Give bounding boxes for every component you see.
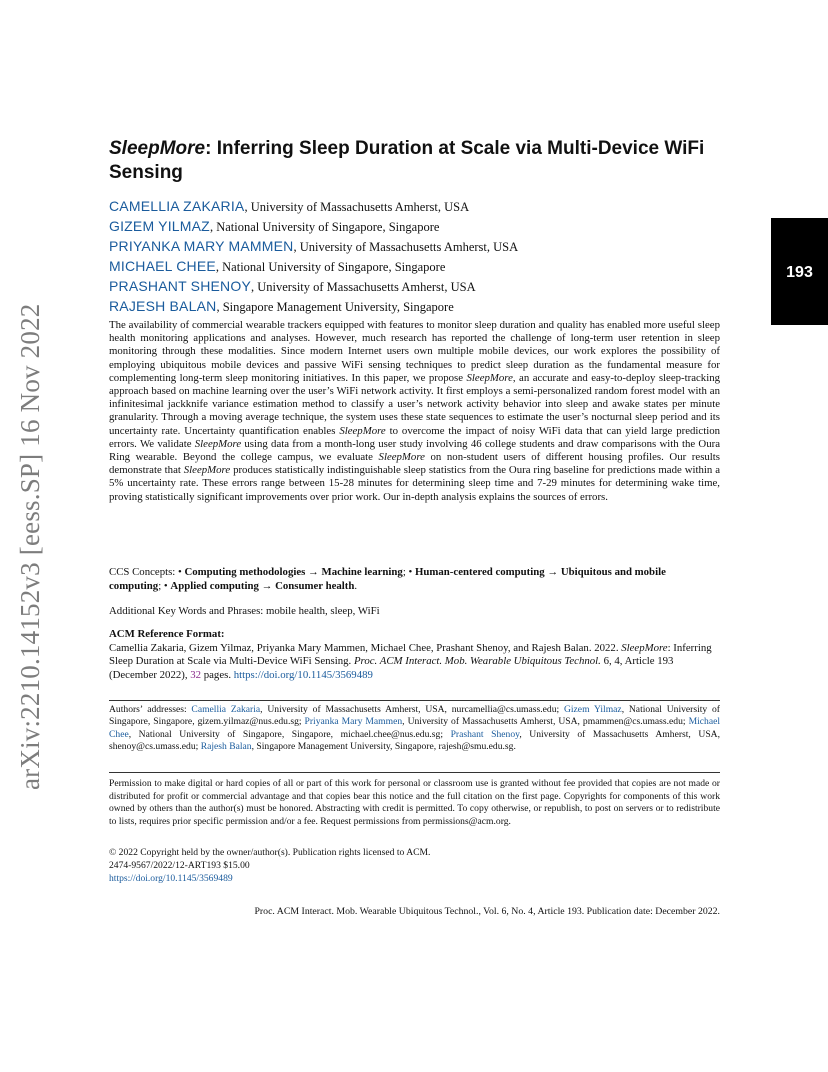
author-affiliation: , National University of Singapore, Singapore [209,220,440,234]
ccs-label: CCS Concepts: • [109,566,185,578]
address-author-link[interactable]: Gizem Yilmaz [563,704,622,715]
citation-pages-suffix: pages. [201,668,234,681]
arxiv-stamp: arXiv:2210.14152v3 [eess.SP] 16 Nov 2022 [14,303,45,790]
abstract-text: to overcome the impact of noisy WiFi data that can yield large prediction errors. We validate [109,424,720,450]
ccs-concepts [109,565,720,593]
article-number-tab [771,218,828,325]
issn-line: 2474-9567/2022/12-ART193 $15.00 [109,860,250,871]
address-text: , National University of Singapore, Singapore, gizem.yilmaz@nus.edu.sg; [109,704,721,728]
abstract-text: , an accurate and easy-to-deploy sleep-tracking approach based on machine learning over the user’s WiFi network activity. It first employs a semi-personalized random forest model with an infinitesimal jackknife variance estimation method to classify a user’s network activity behavior into sleep and awake states per minute granularity. Through a moving average technique, the system uses these state sequences to estimate the user’s nocturnal sleep period and its uncertainty rate. Uncertainty quantification enables [109,371,720,437]
title-rest: : Inferring Sleep Duration at Scale via Multi-Device WiFi Sensing [109,138,705,183]
citation-doi-link[interactable]: https://doi.org/10.1145/3569489 [233,668,373,681]
title-system-name: SleepMore [109,138,206,159]
author-name[interactable]: GIZEM YILMAZ [109,218,210,234]
ccs-end: . [354,580,358,592]
address-author-link[interactable]: Prashant Shenoy [450,728,520,740]
author-addresses [109,704,720,754]
paper-title [109,137,729,185]
article-number: 193 [786,264,813,281]
author-entry [109,257,749,277]
acm-reference [109,628,720,682]
address-author-link[interactable]: Priyanka Mary Mammen [304,716,403,728]
citation-pages-link[interactable]: 32 [190,668,202,681]
address-text: , University of Massachusetts Amherst, USA, shenoy@cs.umass.edu; [109,728,720,753]
address-author-link[interactable]: Michael Chee [109,716,720,740]
abstract-text: using data from a month-long user study involving 46 college students and draw comparisons with the Oura Ring wearable. Beyond the college campus, we evaluate [109,437,720,464]
address-text: , Singapore Management University, Singapore, rajesh@smu.edu.sg. [251,741,516,753]
ccs-separator: ; • [402,566,415,578]
system-name: SleepMore [183,464,231,477]
acm-reference-heading: ACM Reference Format: [109,628,225,640]
abstract-text: produces statistically indistinguishable sleep statistics from the Oura ring baseline for predictions made within a 5% uncertainty rate. These errors range between 15-28 minutes for determining sleep time and 7-29 minutes for determining wake time, proving statistically significant improvements over prior work. Our in-depth analysis explains the sources of errors. [109,464,720,503]
addresses-label: Authors’ addresses: [109,704,192,715]
author-affiliation: , University of Massachusetts Amherst, USA [244,200,470,214]
author-entry [109,297,749,317]
ccs-concept: Human-centered computing → Ubiquitous and mobile computing [109,566,666,592]
citation-journal: Proc. ACM Interact. Mob. Wearable Ubiquitous Technol. [353,655,601,668]
permission-notice: Permission to make digital or hard copies of all or part of this work for personal or classroom use is granted without fee provided that copies are not made or distributed for profit or commercial advantage and that copies bear this notice and the full citation on the first page. Copyrights for components of this work owned by others than the author(s) must be honored. Abstracting with credit is permitted. To copy otherwise, or republish, to post on servers or to redistribute to lists, requires prior specific permission and/or a fee. Request permissions from permissions@acm.org. [109,778,720,827]
citation-authors: Camellia Zakaria, Gizem Yilmaz, Priyanka Mary Mammen, Michael Chee, Prashant Shenoy, and Rajesh Balan. 2022. [109,641,622,654]
citation-system-name: SleepMore [621,641,668,654]
author-entry [109,237,749,257]
address-author-link[interactable]: Rajesh Balan [200,741,252,753]
abstract [109,319,720,504]
author-list [109,197,749,317]
address-author-link[interactable]: Camellia Zakaria [191,704,261,715]
system-name: SleepMore [339,424,386,437]
system-name: SleepMore [378,451,425,464]
page-footer: Proc. ACM Interact. Mob. Wearable Ubiquitous Technol., Vol. 6, No. 4, Article 193. Publication date: December 2022. [254,906,720,917]
system-name: SleepMore [194,437,242,450]
divider [109,700,720,701]
abstract-text: on non-student users of different housing profiles. Our results demonstrate that [109,451,720,477]
author-affiliation: , Singapore Management University, Singapore [216,300,454,314]
ccs-concept: Computing methodologies → Machine learning [184,566,403,578]
address-text: , National University of Singapore, Singapore, michael.chee@nus.edu.sg; [128,728,451,740]
author-entry [109,217,749,237]
abstract-text: The availability of commercial wearable trackers equipped with features to monitor sleep duration and quality has enabled more useful sleep health monitoring applications and analyses. However, much research has reported the challenge of long-term user retention in sleep monitoring through these modalities. Since modern Internet users own multiple mobile devices, our work explores the possibility of employing ubiquitous mobile devices and passive WiFi sensing techniques to predict sleep duration as the fundamental measure for complementing long-term sleep monitoring initiatives. In this paper, we propose [109,319,720,384]
ccs-concept: Applied computing → Consumer health [170,580,355,592]
author-name[interactable]: CAMELLIA ZAKARIA [109,198,245,214]
copyright-line: © 2022 Copyright held by the owner/author(s). Publication rights licensed to ACM. [109,847,431,858]
acm-reference-citation [109,642,720,683]
author-name[interactable]: PRIYANKA MARY MAMMEN [109,238,294,254]
author-affiliation: , University of Massachusetts Amherst, USA [293,240,519,254]
address-text: , University of Massachusetts Amherst, USA, nurcamellia@cs.umass.edu; [260,704,564,715]
system-name: SleepMore [466,371,513,384]
author-name[interactable]: RAJESH BALAN [109,298,217,314]
ccs-separator: ; • [158,580,171,592]
doi-link[interactable]: https://doi.org/10.1145/3569489 [109,873,233,884]
keywords: Additional Key Words and Phrases: mobile health, sleep, WiFi [109,605,380,617]
author-name[interactable]: MICHAEL CHEE [109,258,216,274]
author-entry [109,277,749,297]
author-name[interactable]: PRASHANT SHENOY [109,278,251,294]
address-text: , University of Massachusetts Amherst, USA, pmammen@cs.umass.edu; [402,716,689,728]
citation-title: : Inferring Sleep Duration at Scale via Multi-Device WiFi Sensing. [109,641,712,668]
author-entry [109,197,749,217]
citation-volume: 6, 4, Article 193 (December 2022), [109,655,674,681]
author-affiliation: , University of Massachusetts Amherst, USA [251,280,476,294]
divider [109,772,720,773]
author-affiliation: , National University of Singapore, Singapore [215,260,446,274]
